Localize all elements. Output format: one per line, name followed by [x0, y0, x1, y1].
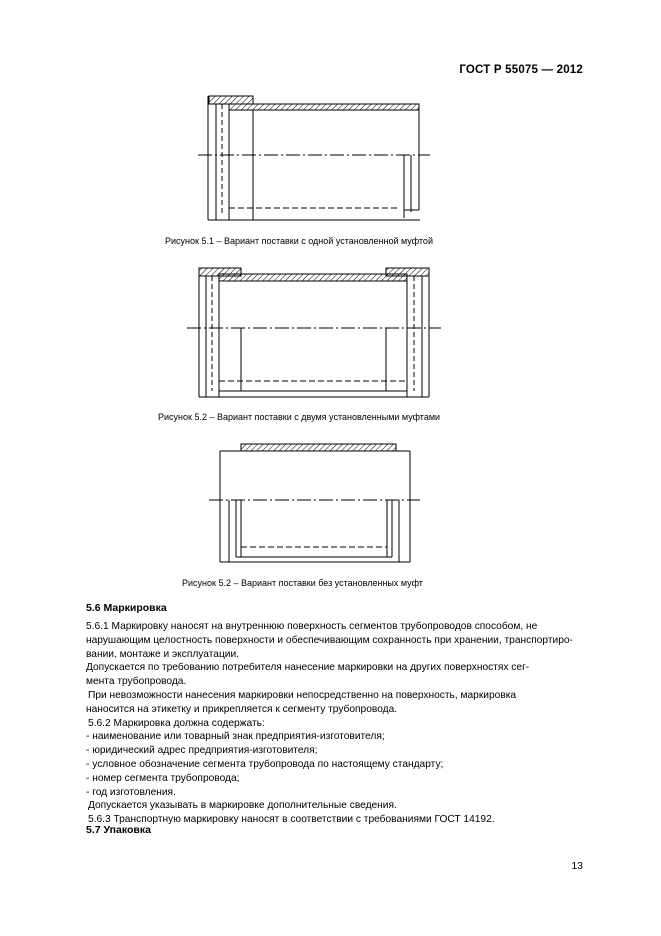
- list-item: - номер сегмента трубопровода;: [86, 772, 240, 784]
- section-5-6-title: 5.6 Маркировка: [86, 602, 167, 614]
- para-5-6-2: 5.6.2 Маркировка должна содержать:: [88, 717, 265, 729]
- para-3-line-2: наносится на этикетку и прикрепляется к сегменту трубопровода.: [86, 703, 398, 715]
- document-header: ГОСТ Р 55075 — 2012: [459, 64, 583, 76]
- figure-5-2-drawing: [187, 268, 441, 397]
- list-item: - условное обозначение сегмента трубопровода по настоящему стандарту;: [86, 758, 444, 770]
- figure-5-2-caption: Рисунок 5.2 – Вариант поставки с двумя установленными муфтами: [158, 412, 441, 422]
- list-item: - наименование или товарный знак предприятия-изготовителя;: [86, 731, 385, 743]
- section-5-7-title: 5.7 Упаковка: [86, 824, 151, 836]
- para-additional-info: Допускается указывать в маркировке дополнительные сведения.: [88, 800, 397, 812]
- para-5-6-1-line-3: вании, монтаже и эксплуатации.: [86, 648, 239, 660]
- figure-5-1-drawing: [198, 96, 430, 220]
- para-5-6-1-line-1: 5.6.1 Маркировку наносят на внутреннюю поверхность сегментов трубопроводов способом, не: [86, 621, 538, 632]
- list-item: - юридический адрес предприятия-изготовителя;: [86, 745, 318, 757]
- para-3-line-1: При невозможности нанесения маркировки непосредственно на поверхность, маркировка: [88, 689, 517, 701]
- figure-5-1-caption: Рисунок 5.1 – Вариант поставки с одной установленной муфтой: [165, 236, 433, 246]
- list-item: - год изготовления.: [86, 786, 176, 798]
- page-number: 13: [571, 860, 583, 872]
- para-5-6-3: 5.6.3 Транспортную маркировку наносят в соответствии с требованиями ГОСТ 14192.: [88, 814, 495, 826]
- para-5-6-1-line-2: нарушающим целостность поверхности и обеспечивающим сохранность при хранении, транспортиро-: [86, 634, 573, 646]
- para-2-line-1: Допускается по требованию потребителя нанесение маркировки на других поверхностях сег-: [86, 662, 530, 674]
- para-2-line-2: мента трубопровода.: [86, 676, 187, 688]
- figure-5-3-drawing: [209, 444, 420, 562]
- figure-5-3-caption: Рисунок 5.2 – Вариант поставки без установленных муфт: [182, 578, 423, 588]
